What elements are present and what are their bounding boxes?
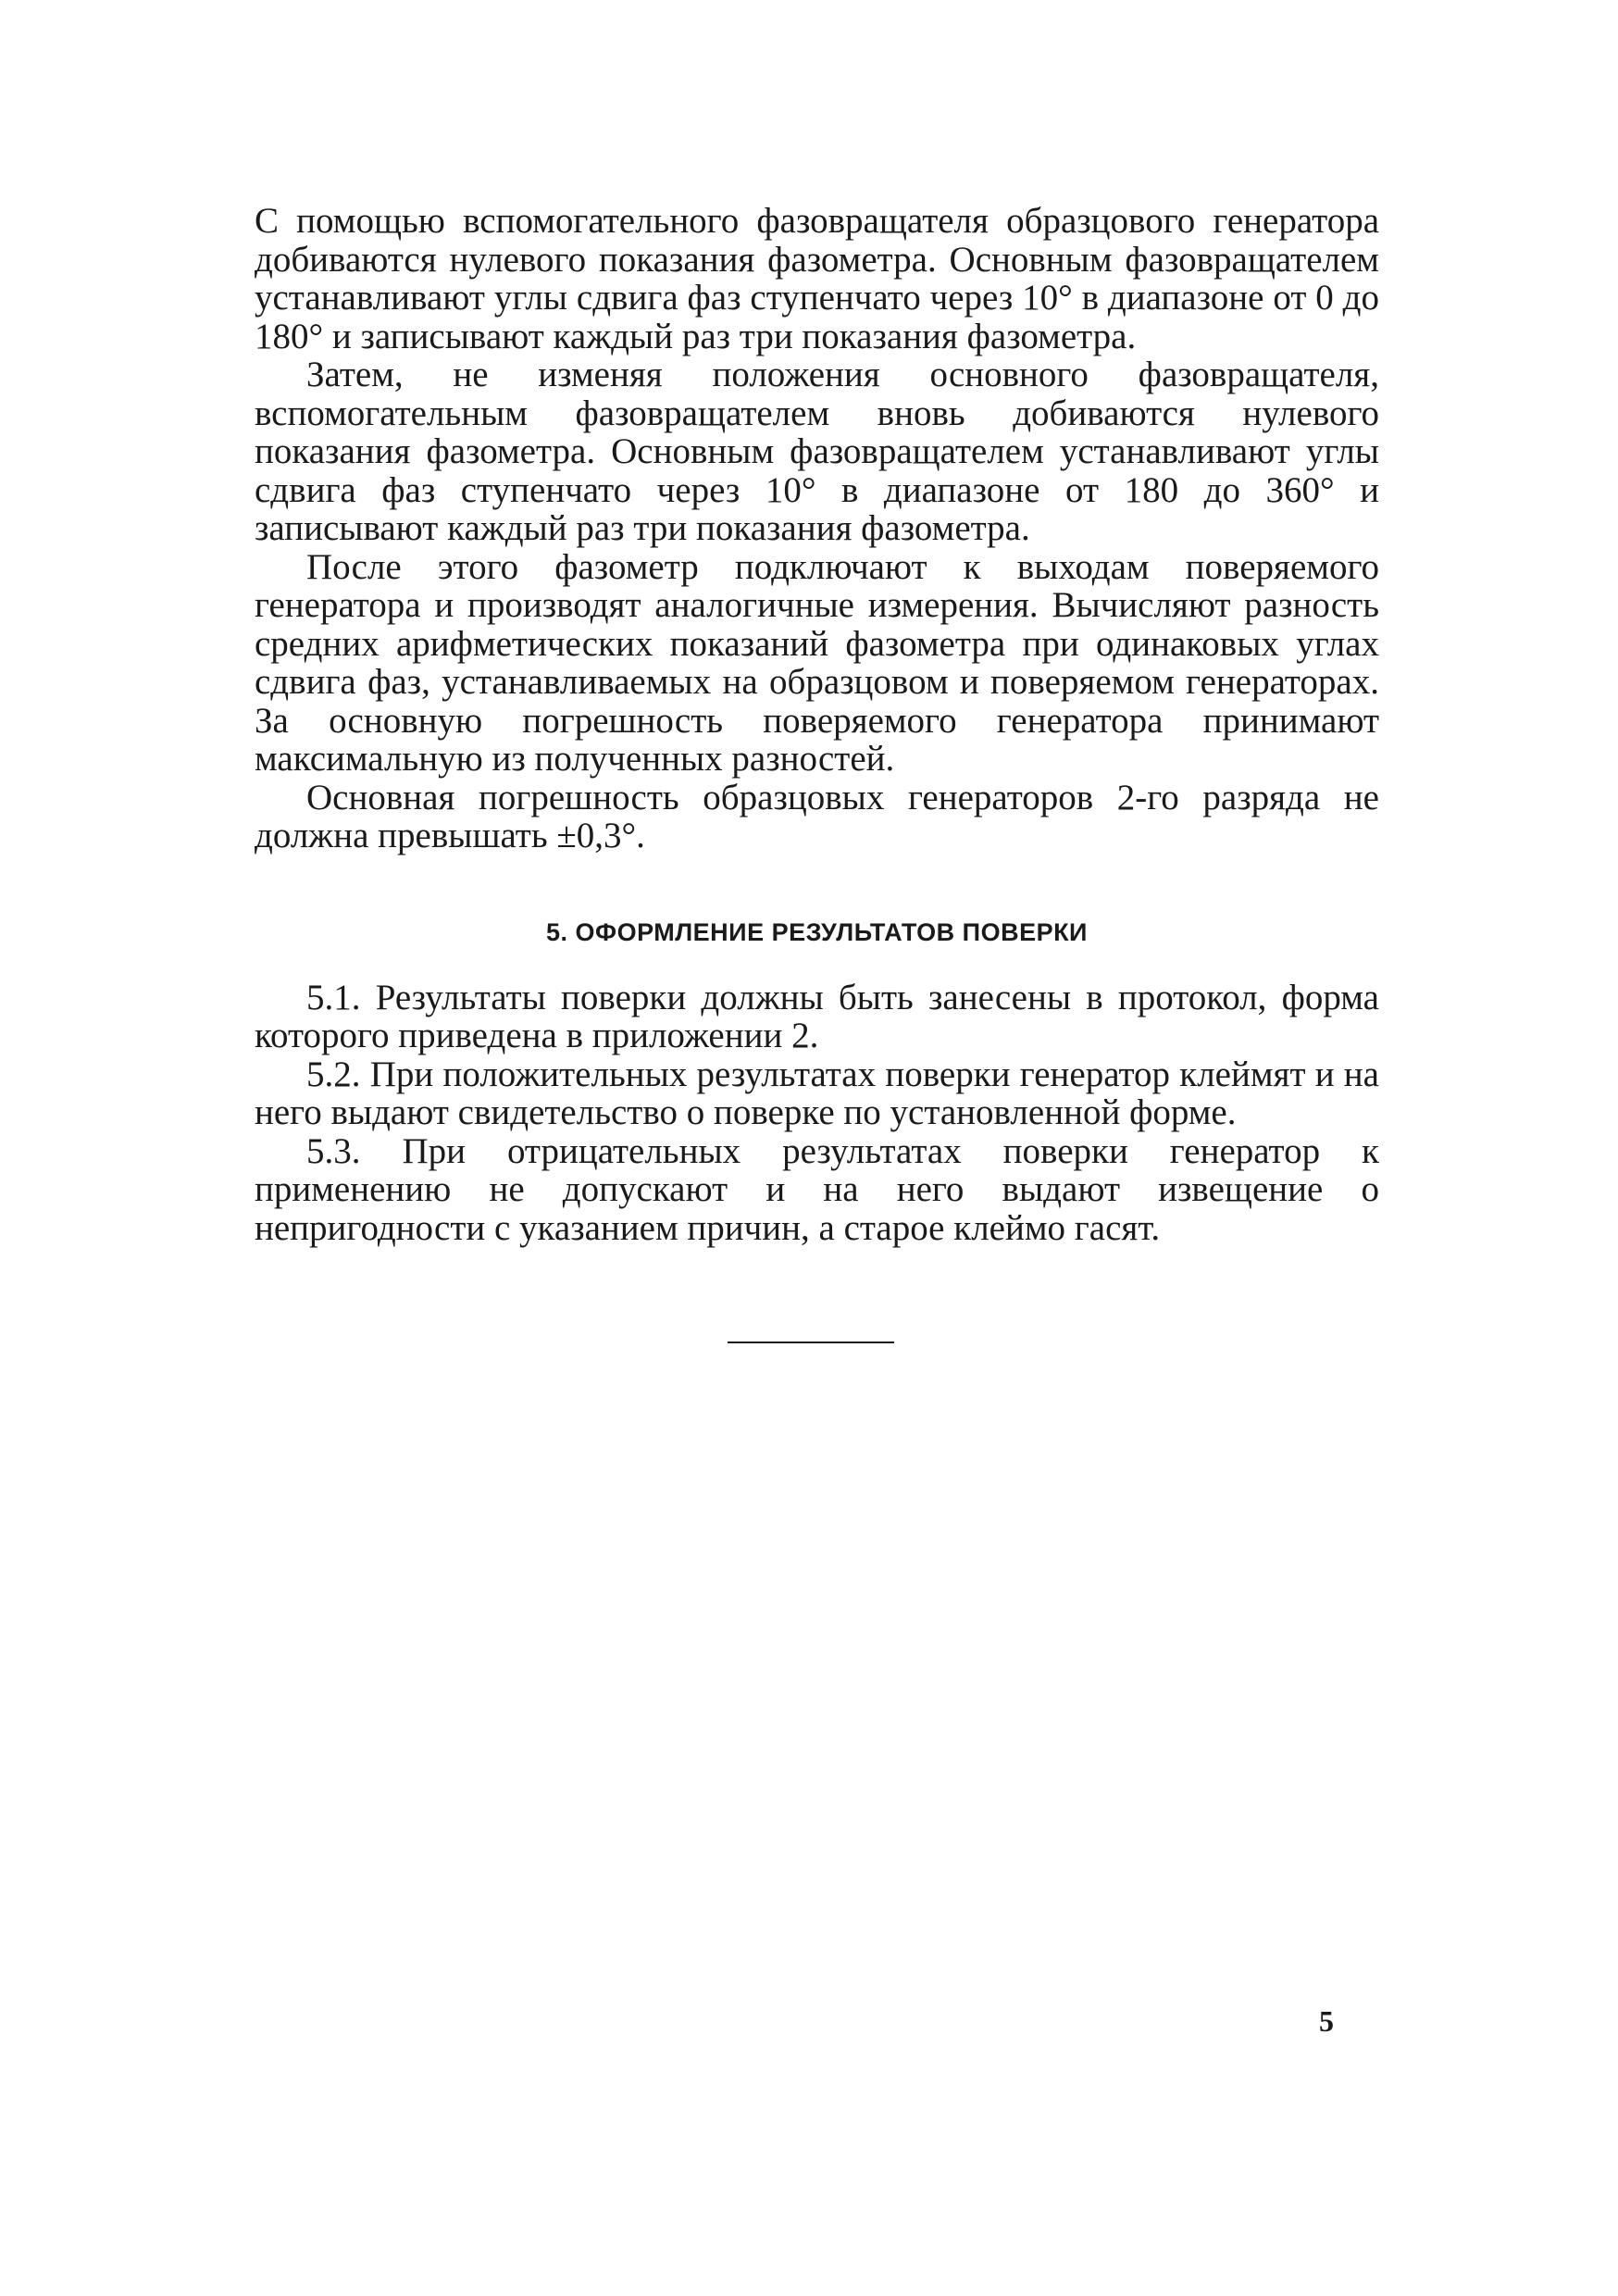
section-heading: 5. ОФОРМЛЕНИЕ РЕЗУЛЬТАТОВ ПОВЕРКИ xyxy=(546,917,1088,946)
paragraph-5-2: 5.2. При положительных результатах поверки генератор клеймят и на него выдают свидетельство о поверке по установленной форме. xyxy=(255,1054,1379,1132)
page-number: 5 xyxy=(1319,2004,1334,2038)
paragraph-5-1: 5.1. Результаты поверки должны быть занесены в протокол, форма которого приведена в приложении 2. xyxy=(255,977,1379,1055)
paragraph-phase-zeroing: С помощью вспомогательного фазовращателя образцового генератора добиваются нулевого показания фазометра. Основным фазовращателем устанавливают углы сдвига фаз ступенчато через 10° в диапазоне от 0 до 180° и записывают каждый раз три показания фазометра. xyxy=(255,201,1379,356)
paragraph-error-limit: Основная погрешность образцовых генераторов 2-го разряда не должна превышать ±0,3°. xyxy=(255,777,1379,855)
end-divider xyxy=(728,1341,894,1343)
paragraph-test-generator: После этого фазометр подключают к выходам поверяемого генератора и производят аналогичные измерения. Вычисляют разность средних арифметических показаний фазометрa при одинаковых углах сдвига фаз, устанавливаемых на образцовом и поверяемом генераторах. За основную погрешность поверяемого генератора принимают максимальную из полученных разностей. xyxy=(255,546,1379,779)
page-body xyxy=(255,202,1379,1247)
paragraph-5-3: 5.3. При отрицательных результатах поверки генератор к применению не допускают и на него выдают извещение о непригодности с указанием причин, а старое клеймо гасят. xyxy=(255,1130,1379,1248)
paragraph-second-range: Затем, не изменяя положения основного фазовращателя, вспомогательным фазовращателем вновь добиваются нулевого показания фазометра. Основным фазовращателем устанавливают углы сдвига фаз ступенчато через 10° в диапазоне от 180 до 360° и записывают каждый раз три показания фазометра. xyxy=(255,355,1379,548)
